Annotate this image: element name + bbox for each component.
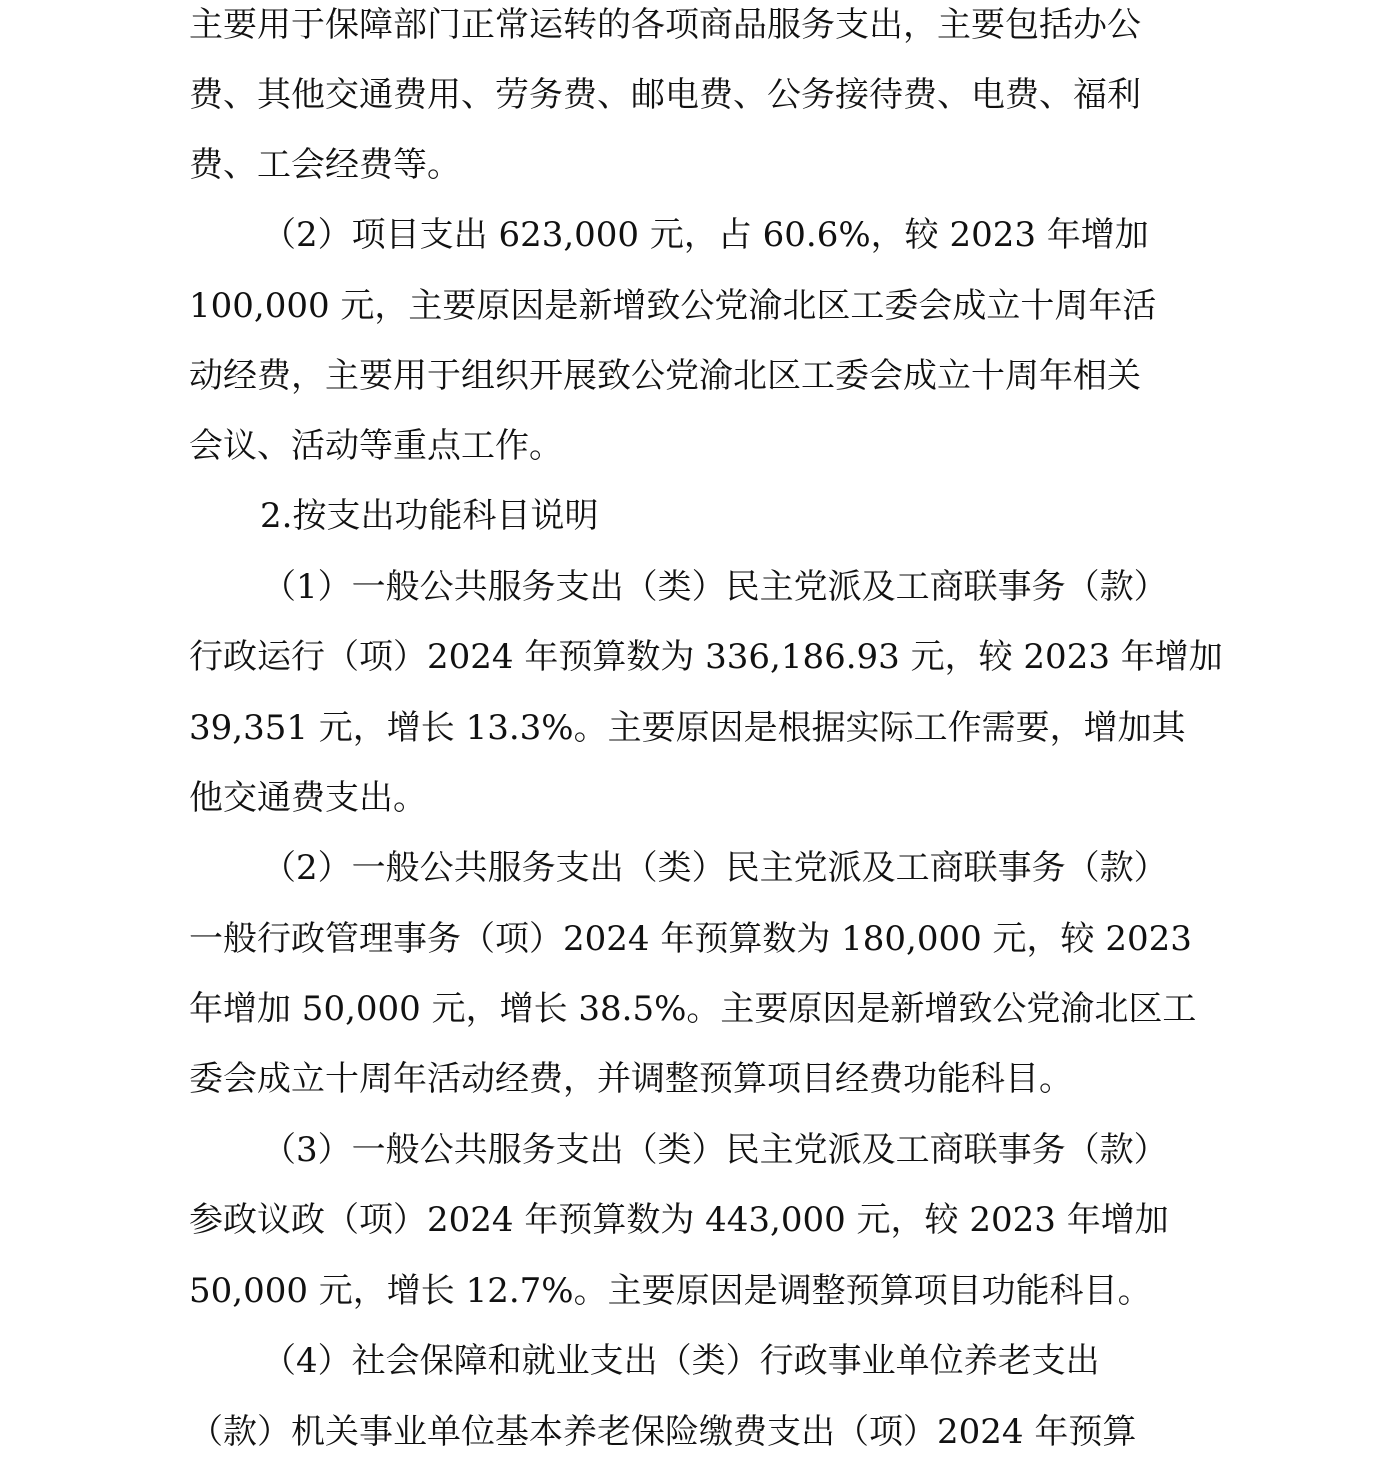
text-line-14: 一般行政管理事务（项）2024 年预算数为 180,000 元，较 2023: [189, 919, 1192, 959]
text-line-21: （款）机关事业单位基本养老保险缴费支出（项）2024 年预算: [189, 1412, 1137, 1452]
text-line-3: 费、工会经费等。: [189, 145, 461, 185]
text-line-13: （2）一般公共服务支出（类）民主党派及工商联事务（款）: [262, 848, 1168, 888]
text-line-19: 50,000 元，增长 12.7%。主要原因是调整预算项目功能科目。: [189, 1271, 1152, 1311]
text-line-18: 参政议政（项）2024 年预算数为 443,000 元，较 2023 年增加: [189, 1200, 1169, 1240]
text-line-20: （4）社会保障和就业支出（类）行政事业单位养老支出: [262, 1341, 1100, 1381]
text-line-1: 主要用于保障部门正常运转的各项商品服务支出，主要包括办公: [189, 5, 1141, 45]
text-line-10: 行政运行（项）2024 年预算数为 336,186.93 元，较 2023 年增加: [189, 637, 1223, 677]
text-line-12: 他交通费支出。: [189, 778, 427, 818]
text-line-17: （3）一般公共服务支出（类）民主党派及工商联事务（款）: [262, 1130, 1168, 1170]
text-line-9: （1）一般公共服务支出（类）民主党派及工商联事务（款）: [262, 567, 1168, 607]
text-line-11: 39,351 元，增长 13.3%。主要原因是根据实际工作需要，增加其: [189, 708, 1186, 748]
text-line-16: 委会成立十周年活动经费，并调整预算项目经费功能科目。: [189, 1059, 1073, 1099]
text-line-6: 动经费，主要用于组织开展致公党渝北区工委会成立十周年相关: [189, 356, 1141, 396]
text-line-2: 费、其他交通费用、劳务费、邮电费、公务接待费、电费、福利: [189, 75, 1141, 115]
text-line-5: 100,000 元，主要原因是新增致公党渝北区工委会成立十周年活: [189, 286, 1157, 326]
text-line-15: 年增加 50,000 元，增长 38.5%。主要原因是新增致公党渝北区工: [189, 989, 1197, 1029]
section-heading: 2.按支出功能科目说明: [260, 496, 599, 536]
text-line-4: （2）项目支出 623,000 元，占 60.6%，较 2023 年增加: [262, 215, 1149, 255]
text-line-7: 会议、活动等重点工作。: [189, 426, 563, 466]
